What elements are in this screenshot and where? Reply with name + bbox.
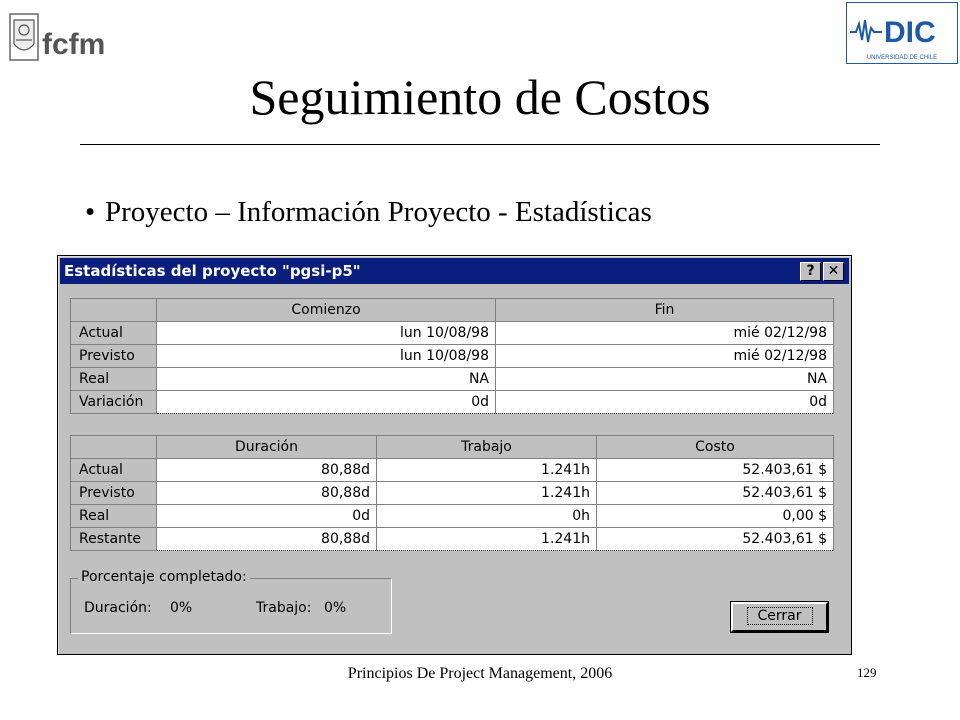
close-icon[interactable]: ✕ — [823, 262, 844, 281]
page-number: 129 — [857, 665, 877, 680]
svg-text:DIC: DIC — [884, 16, 936, 49]
table-cell: 0d — [157, 391, 496, 414]
university-crest-icon — [10, 14, 38, 60]
table-cell: NA — [157, 368, 496, 391]
svg-text:UNIVERSIDAD DE CHILE: UNIVERSIDAD DE CHILE — [866, 55, 938, 61]
row-label: Actual — [71, 459, 157, 482]
table-row — [71, 482, 834, 505]
close-button[interactable] — [731, 602, 828, 632]
fcfm-logo — [8, 10, 108, 66]
row-label: Real — [71, 505, 157, 528]
table-cell: 0d — [496, 391, 834, 414]
table-cell: 80,88d — [157, 528, 377, 551]
table-cell: 52.403,61 $ — [597, 482, 834, 505]
row-label: Restante — [71, 528, 157, 551]
table-cell: NA — [496, 368, 834, 391]
table-cell: 0h — [377, 505, 597, 528]
table-cell: 0,00 $ — [597, 505, 834, 528]
table-cell: 1.241h — [377, 482, 597, 505]
column-header: Costo — [597, 436, 834, 459]
header-corner — [71, 299, 157, 322]
table-cell: mié 02/12/98 — [496, 322, 834, 345]
table-cell: 1.241h — [377, 459, 597, 482]
table-row — [71, 459, 834, 482]
statistics-table — [70, 435, 834, 551]
column-header: Trabajo — [377, 436, 597, 459]
column-header: Comienzo — [157, 299, 496, 322]
column-header: Fin — [496, 299, 834, 322]
title-divider — [80, 144, 880, 145]
dic-logo — [846, 2, 958, 64]
bullet-icon: • — [85, 196, 96, 228]
bullet-text: Proyecto – Información Proyecto - Estadísticas — [105, 196, 652, 228]
table-row — [71, 391, 834, 414]
table-cell: mié 02/12/98 — [496, 345, 834, 368]
bullet-item — [85, 196, 652, 229]
row-label: Previsto — [71, 482, 157, 505]
close-button-label: Cerrar — [747, 607, 813, 625]
table-cell: 52.403,61 $ — [597, 528, 834, 551]
table-row — [71, 322, 834, 345]
table-cell: 0d — [157, 505, 377, 528]
table-cell: 52.403,61 $ — [597, 459, 834, 482]
table-cell: 80,88d — [157, 459, 377, 482]
slide-title: Seguimiento de Costos — [249, 69, 711, 125]
duration-percent-label: Duración: — [84, 600, 152, 616]
row-label: Previsto — [71, 345, 157, 368]
table-cell: 80,88d — [157, 482, 377, 505]
table-cell: lun 10/08/98 — [157, 322, 496, 345]
table-row — [71, 345, 834, 368]
svg-text:fcfm: fcfm — [42, 28, 106, 61]
table-header-row — [71, 299, 834, 322]
row-label: Real — [71, 368, 157, 391]
percent-completed-legend: Porcentaje completado: — [78, 569, 250, 585]
table-row — [71, 528, 834, 551]
column-header: Duración — [157, 436, 377, 459]
table-row — [71, 505, 834, 528]
table-row — [71, 368, 834, 391]
table-cell: 1.241h — [377, 528, 597, 551]
dates-table — [70, 298, 834, 414]
work-percent-label: Trabajo: — [256, 600, 312, 616]
duration-percent-value: 0% — [170, 600, 193, 616]
dialog-title: Estadísticas del proyecto "pgsi-p5" — [64, 262, 361, 280]
row-label: Variación — [71, 391, 157, 414]
table-cell: lun 10/08/98 — [157, 345, 496, 368]
row-label: Actual — [71, 322, 157, 345]
slide-footer: Principios De Project Management, 2006 — [347, 665, 613, 682]
table-header-row — [71, 436, 834, 459]
dialog-titlebar — [60, 258, 849, 284]
work-percent-value: 0% — [324, 600, 347, 616]
header-corner — [71, 436, 157, 459]
help-button[interactable]: ? — [800, 262, 821, 281]
